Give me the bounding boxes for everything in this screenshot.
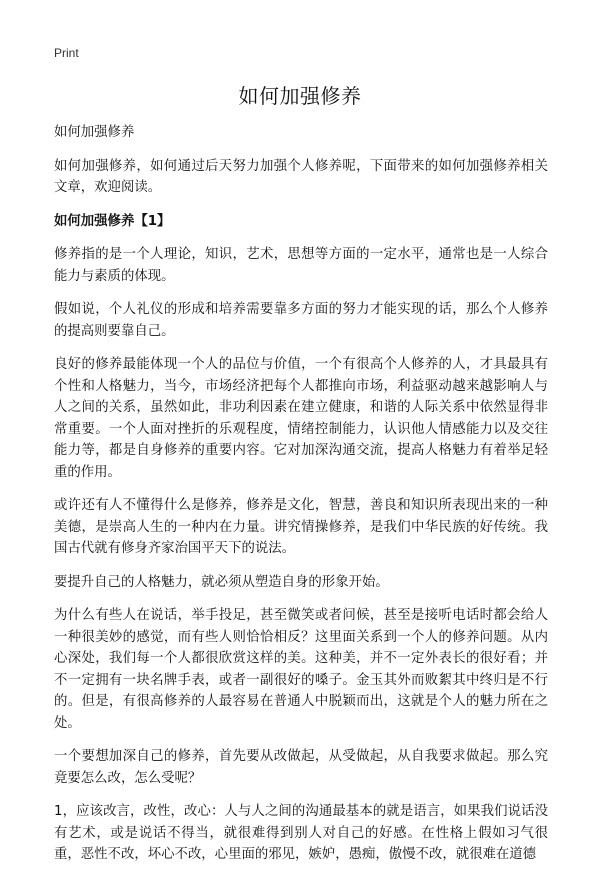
paragraph: 或许还有人不懂得什么是修养，修养是文化，智慧，善良和知识所表现出来的一种美德，是崇高人生的一种内在力量。讲究情操修养，是我们中华民族的好传统。我国古代就有修身齐家治国平天下的说法。 [54, 498, 548, 556]
page-title: 如何加强修养 [238, 84, 362, 108]
intro-heading: 如何加强修养 [54, 125, 135, 140]
paragraph: 为什么有些人在说话，举手投足，甚至微笑或者问候，甚至是接听电话时都会给人一种很美妙的感觉，而有些人则恰恰相反？这里面关系到一个人的修养问题。从内心深处，我们每一个人都很欣赏这样的美。这种美，并不一定外表长的很好看；并不一定拥有一块名牌手表，或者一副很好的嗓子。金玉其外而败絮其中终归是不行的。但是，有很高修养的人最容易在普通人中脱颖而出，这就是个人的魅力所在之处。 [54, 608, 548, 731]
section-title: 如何加强修养【1】 [54, 213, 171, 229]
paragraph: 良好的修养最能体现一个人的品位与价值，一个有很高个人修养的人，才具最具有个性和人格魅力，当今，市场经济把每个人都推向市场，利益驱动越来越影响人与人之间的关系，虽然如此，非功利因素在建立健康，和谐的人际关系中依然显得非常重要。一个人面对挫折的乐观程度，情绪控制能力，认识他人情感能力以及交往能力等，都是自身修养的重要内容。它对加深沟通交流，提高人格魅力有着举足轻重的作用。 [54, 357, 548, 480]
paragraph: 修养指的是一个人理论，知识，艺术，思想等方面的一定水平，通常也是一人综合能力与素质的体现。 [54, 247, 548, 284]
paragraph: 一个要想加深自己的修养，首先要从改做起，从受做起，从自我要求做起。那么究竟要怎么改，怎么受呢？ [54, 749, 548, 786]
print-label: Print [54, 46, 79, 60]
paragraph: 1，应该改言，改性，改心：人与人之间的沟通最基本的就是语言，如果我们说话没有艺术，或是说话不得当，就很难得到别人对自己的好感。在性格上假如习气很重，恶性不改，坏心不改，心里面的邪见，嫉妒，愚痴，傲慢不改，就很难在道德 [54, 804, 548, 862]
paragraph: 要提升自己的人格魅力，就必须从塑造自身的形象开始。 [54, 574, 389, 590]
paragraph: 假如说，个人礼仪的形成和培养需要靠多方面的努力才能实现的话，那么个人修养的提高则要靠自己。 [54, 302, 548, 339]
intro-paragraph: 如何加强修养，如何通过后天努力加强个人修养呢，下面带来的如何加强修养相关文章，欢迎阅读。 [54, 158, 548, 195]
article-body [54, 122, 548, 878]
